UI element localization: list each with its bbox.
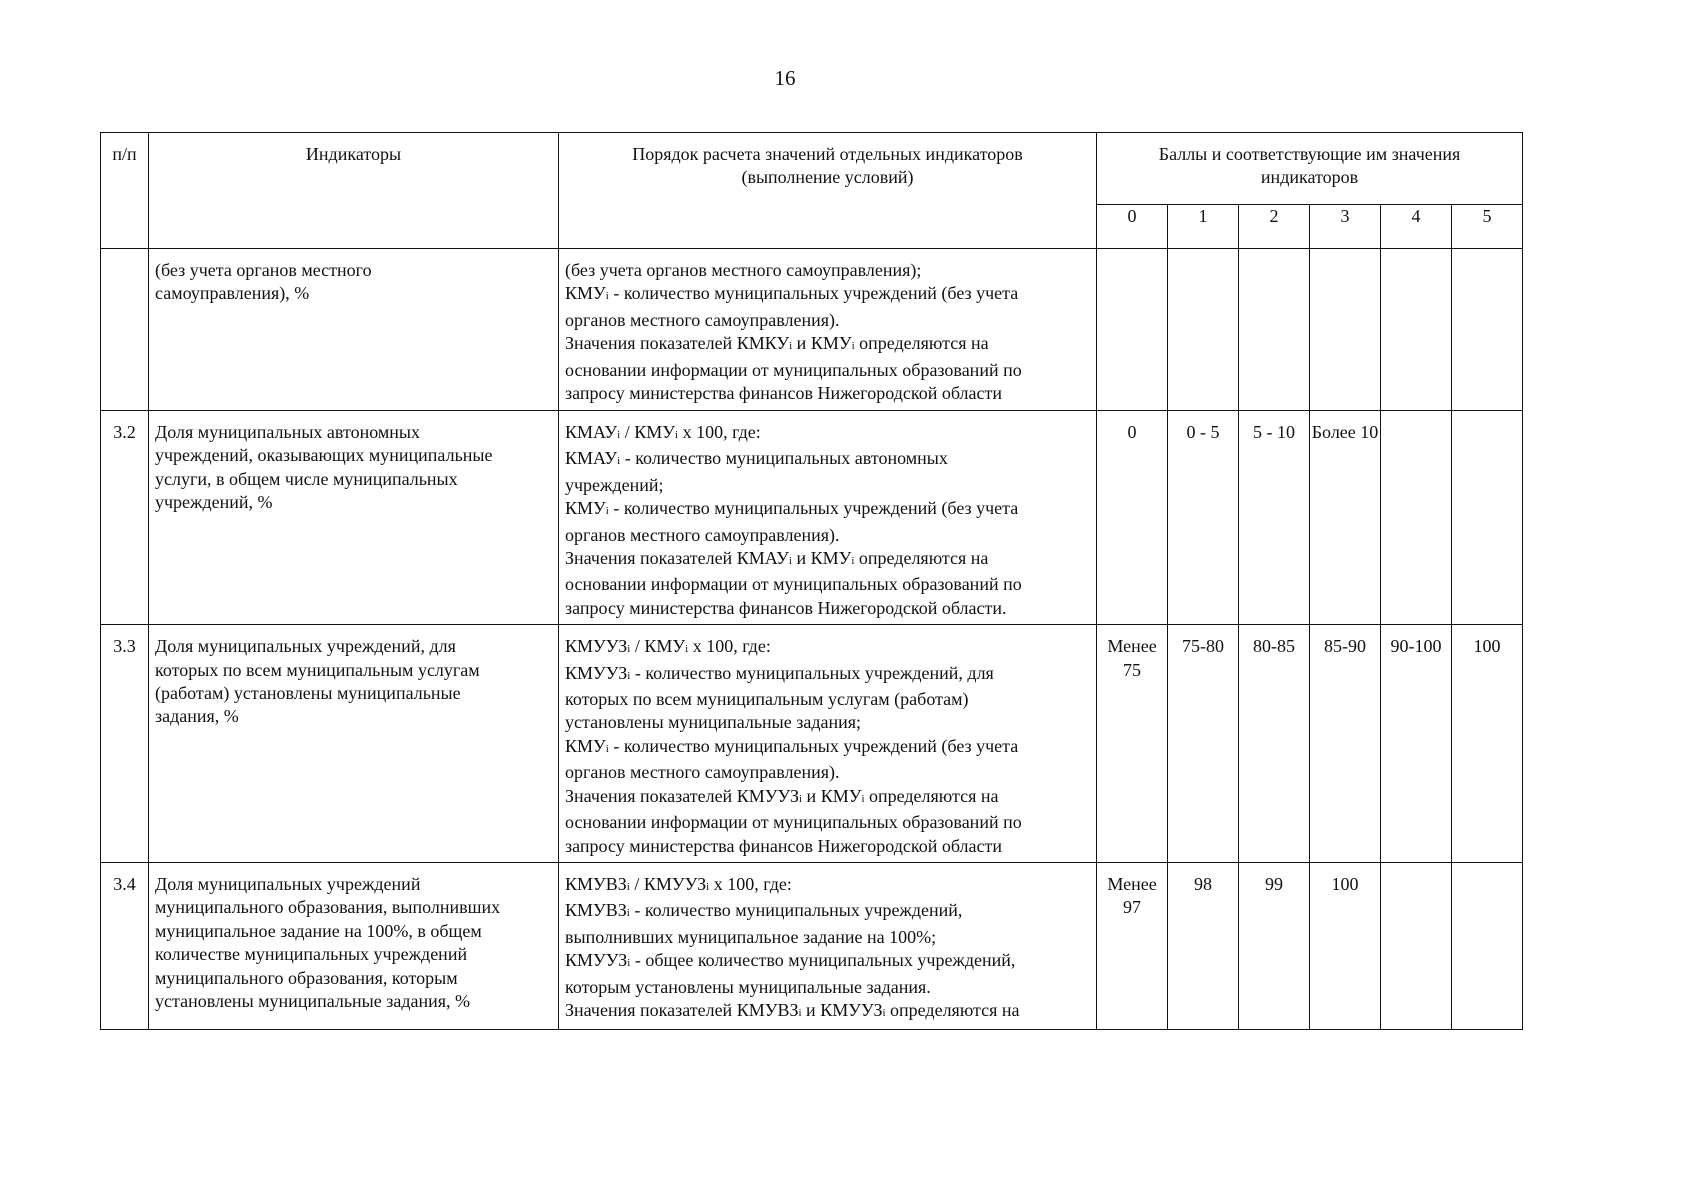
score-value: 80-85 [1253, 636, 1295, 657]
score-value [1310, 249, 1380, 263]
score-value: Более 10 [1311, 422, 1379, 442]
indicator-text-line: количестве муниципальных учреждений [155, 944, 468, 965]
score-value: 90-100 [1390, 636, 1442, 657]
score-cell-5 [1452, 249, 1523, 411]
table-row [101, 249, 1523, 411]
method-text-line: органов местного самоуправления). [565, 524, 840, 545]
score-value [1452, 249, 1522, 263]
header-method-line: Порядок расчета значений отдельных индикаторов [632, 144, 1023, 164]
row-number-cell [101, 862, 149, 1029]
score-cell-3 [1310, 249, 1381, 411]
score-cell-2 [1239, 249, 1310, 411]
indicator-text-line: задания, % [155, 706, 239, 727]
score-cell-4 [1381, 862, 1452, 1029]
score-value [1168, 249, 1238, 263]
table-row [101, 411, 1523, 625]
method-text-line: учреждений; [565, 474, 664, 495]
row-number: 3.3 [113, 636, 136, 657]
score-cell-1 [1168, 411, 1239, 625]
method-text-line: Значения показателей КМКУi и КМУi определяются на [565, 333, 989, 354]
method-text-line: органов местного самоуправления). [565, 309, 840, 330]
method-text-line: установлены муниципальные задания; [565, 712, 862, 733]
score-cell-2 [1239, 862, 1310, 1029]
indicator-text-line: услуги, в общем числе муниципальных [155, 468, 458, 489]
score-value [1381, 411, 1451, 425]
score-header-2: 2 [1239, 205, 1310, 249]
score-value: Менее 97 [1107, 873, 1157, 918]
header-num-label: п/п [112, 144, 137, 164]
header-scores-line: индикаторов [1260, 167, 1359, 188]
indicator-text-line: муниципальное задание на 100%, в общем [155, 920, 482, 941]
header-scores-line: Баллы и соответствующие им значения [1158, 144, 1461, 164]
score-cell-0 [1097, 411, 1168, 625]
score-header-3: 3 [1310, 205, 1381, 249]
score-value: 0 - 5 [1186, 422, 1220, 442]
score-value [1452, 863, 1522, 877]
method-cell [559, 249, 1097, 411]
score-value: 98 [1194, 873, 1212, 894]
method-cell [559, 862, 1097, 1029]
method-text-line: КМУВЗi - количество муниципальных учреждений, [565, 900, 963, 921]
indicator-text-line: самоуправления), % [155, 283, 310, 304]
score-cell-2 [1239, 625, 1310, 863]
method-cell [559, 411, 1097, 625]
score-cell-3 [1310, 625, 1381, 863]
indicators-table [100, 132, 1523, 1030]
method-text-line: выполнивших муниципальное задание на 100%; [565, 926, 937, 947]
score-value [1452, 411, 1522, 425]
table-body [101, 249, 1523, 1030]
method-text-line: основании информации от муниципальных образований по [565, 574, 1022, 595]
indicator-text-line: (работам) установлены муниципальные [155, 683, 461, 704]
indicator-text-line: муниципального образования, выполнивших [155, 897, 501, 918]
score-cell-2 [1239, 411, 1310, 625]
score-value: 5 - 10 [1253, 422, 1295, 442]
row-number-cell [101, 249, 149, 411]
method-text-line: КМУУЗi / КМУi х 100, где: [565, 636, 771, 657]
score-value [1381, 249, 1451, 263]
indicator-cell [149, 249, 559, 411]
score-value [1239, 249, 1309, 263]
method-text-line: КМУУЗi - общее количество муниципальных учреждений, [565, 950, 1016, 971]
header-scores [1097, 133, 1523, 205]
method-text-line: КМАУi / КМУi х 100, где: [565, 422, 761, 442]
header-num [101, 133, 149, 249]
indicator-text-line: муниципального образования, которым [155, 967, 458, 988]
method-text-line: которым установлены муниципальные задания. [565, 976, 931, 997]
score-header-4: 4 [1381, 205, 1452, 249]
method-text-line: КМУi - количество муниципальных учреждений (без учета [565, 498, 1019, 519]
score-cell-1 [1168, 862, 1239, 1029]
row-number: 3.4 [113, 873, 136, 894]
score-cell-3 [1310, 862, 1381, 1029]
score-header-5: 5 [1452, 205, 1523, 249]
header-method-line: (выполнение условий) [741, 167, 914, 188]
method-text-line: КМУi - количество муниципальных учреждений (без учета [565, 283, 1019, 304]
indicator-text-line: Доля муниципальных учреждений, для [155, 636, 456, 657]
indicator-text-line: (без учета органов местного [155, 260, 372, 280]
header-method-label [559, 133, 1096, 198]
score-cell-5 [1452, 862, 1523, 1029]
method-cell [559, 625, 1097, 863]
indicator-text-line: учреждений, % [155, 492, 273, 513]
score-cell-1 [1168, 625, 1239, 863]
method-text-line: Значения показателей КМУУЗi и КМУi определяются на [565, 785, 999, 806]
method-text-line: (без учета органов местного самоуправления); [565, 260, 922, 280]
method-text-line: которых по всем муниципальным услугам (работам) [565, 689, 969, 710]
header-indicators-label: Индикаторы [305, 144, 402, 164]
table-header [101, 133, 1523, 249]
score-cell-0 [1097, 249, 1168, 411]
score-cell-1 [1168, 249, 1239, 411]
row-number: 3.2 [113, 422, 136, 442]
score-cell-0 [1097, 625, 1168, 863]
score-value: 85-90 [1324, 636, 1366, 657]
row-number [101, 249, 148, 263]
indicator-text-line: Доля муниципальных учреждений [155, 873, 421, 894]
row-number-cell [101, 411, 149, 625]
score-value: 99 [1265, 873, 1283, 894]
indicator-cell [149, 625, 559, 863]
table-row [101, 625, 1523, 863]
header-method [559, 133, 1097, 249]
score-cell-3 [1310, 411, 1381, 625]
score-value: 100 [1331, 873, 1359, 894]
header-indicators [149, 133, 559, 249]
method-text-line: КМУУЗi - количество муниципальных учреждений, для [565, 662, 994, 683]
score-header-1: 1 [1168, 205, 1239, 249]
score-value: 0 [1127, 422, 1137, 442]
method-text-line: КМУi - количество муниципальных учреждений (без учета [565, 735, 1019, 756]
indicator-text-line: которых по всем муниципальным услугам [155, 659, 480, 680]
row-number-cell [101, 625, 149, 863]
page-number: 16 [774, 66, 796, 90]
method-text-line: основании информации от муниципальных образований по [565, 812, 1022, 833]
method-text-line: запросу министерства финансов Нижегородской области [565, 383, 1002, 404]
score-value: 75-80 [1182, 636, 1224, 657]
score-value: Менее 75 [1107, 636, 1157, 680]
indicator-cell [149, 862, 559, 1029]
method-text-line: КМУВЗi / КМУУЗi х 100, где: [565, 873, 792, 894]
indicator-text-line: Доля муниципальных автономных [155, 422, 420, 442]
method-text-line: основании информации от муниципальных образований по [565, 359, 1022, 380]
header-scores-label [1097, 133, 1522, 198]
score-cell-5 [1452, 411, 1523, 625]
indicator-cell [149, 411, 559, 625]
method-text-line: запросу министерства финансов Нижегородской области [565, 835, 1002, 856]
method-text-line: Значения показателей КМАУi и КМУi определяются на [565, 548, 989, 569]
indicator-text-line: учреждений, оказывающих муниципальные [155, 445, 493, 466]
score-cell-5 [1452, 625, 1523, 863]
score-value [1381, 863, 1451, 877]
score-value: 100 [1473, 636, 1501, 657]
score-cell-0 [1097, 862, 1168, 1029]
indicator-text-line: установлены муниципальные задания, % [155, 990, 471, 1011]
method-text-line: КМАУi - количество муниципальных автономных [565, 448, 948, 469]
score-header-0: 0 [1097, 205, 1168, 249]
table-row [101, 862, 1523, 1029]
score-value [1097, 249, 1167, 263]
score-cell-4 [1381, 625, 1452, 863]
score-cell-4 [1381, 249, 1452, 411]
method-text-line: запросу министерства финансов Нижегородской области. [565, 597, 1007, 618]
method-text-line: органов местного самоуправления). [565, 762, 840, 783]
score-cell-4 [1381, 411, 1452, 625]
method-text-line: Значения показателей КМУВЗi и КМУУЗi определяются на [565, 999, 1020, 1020]
